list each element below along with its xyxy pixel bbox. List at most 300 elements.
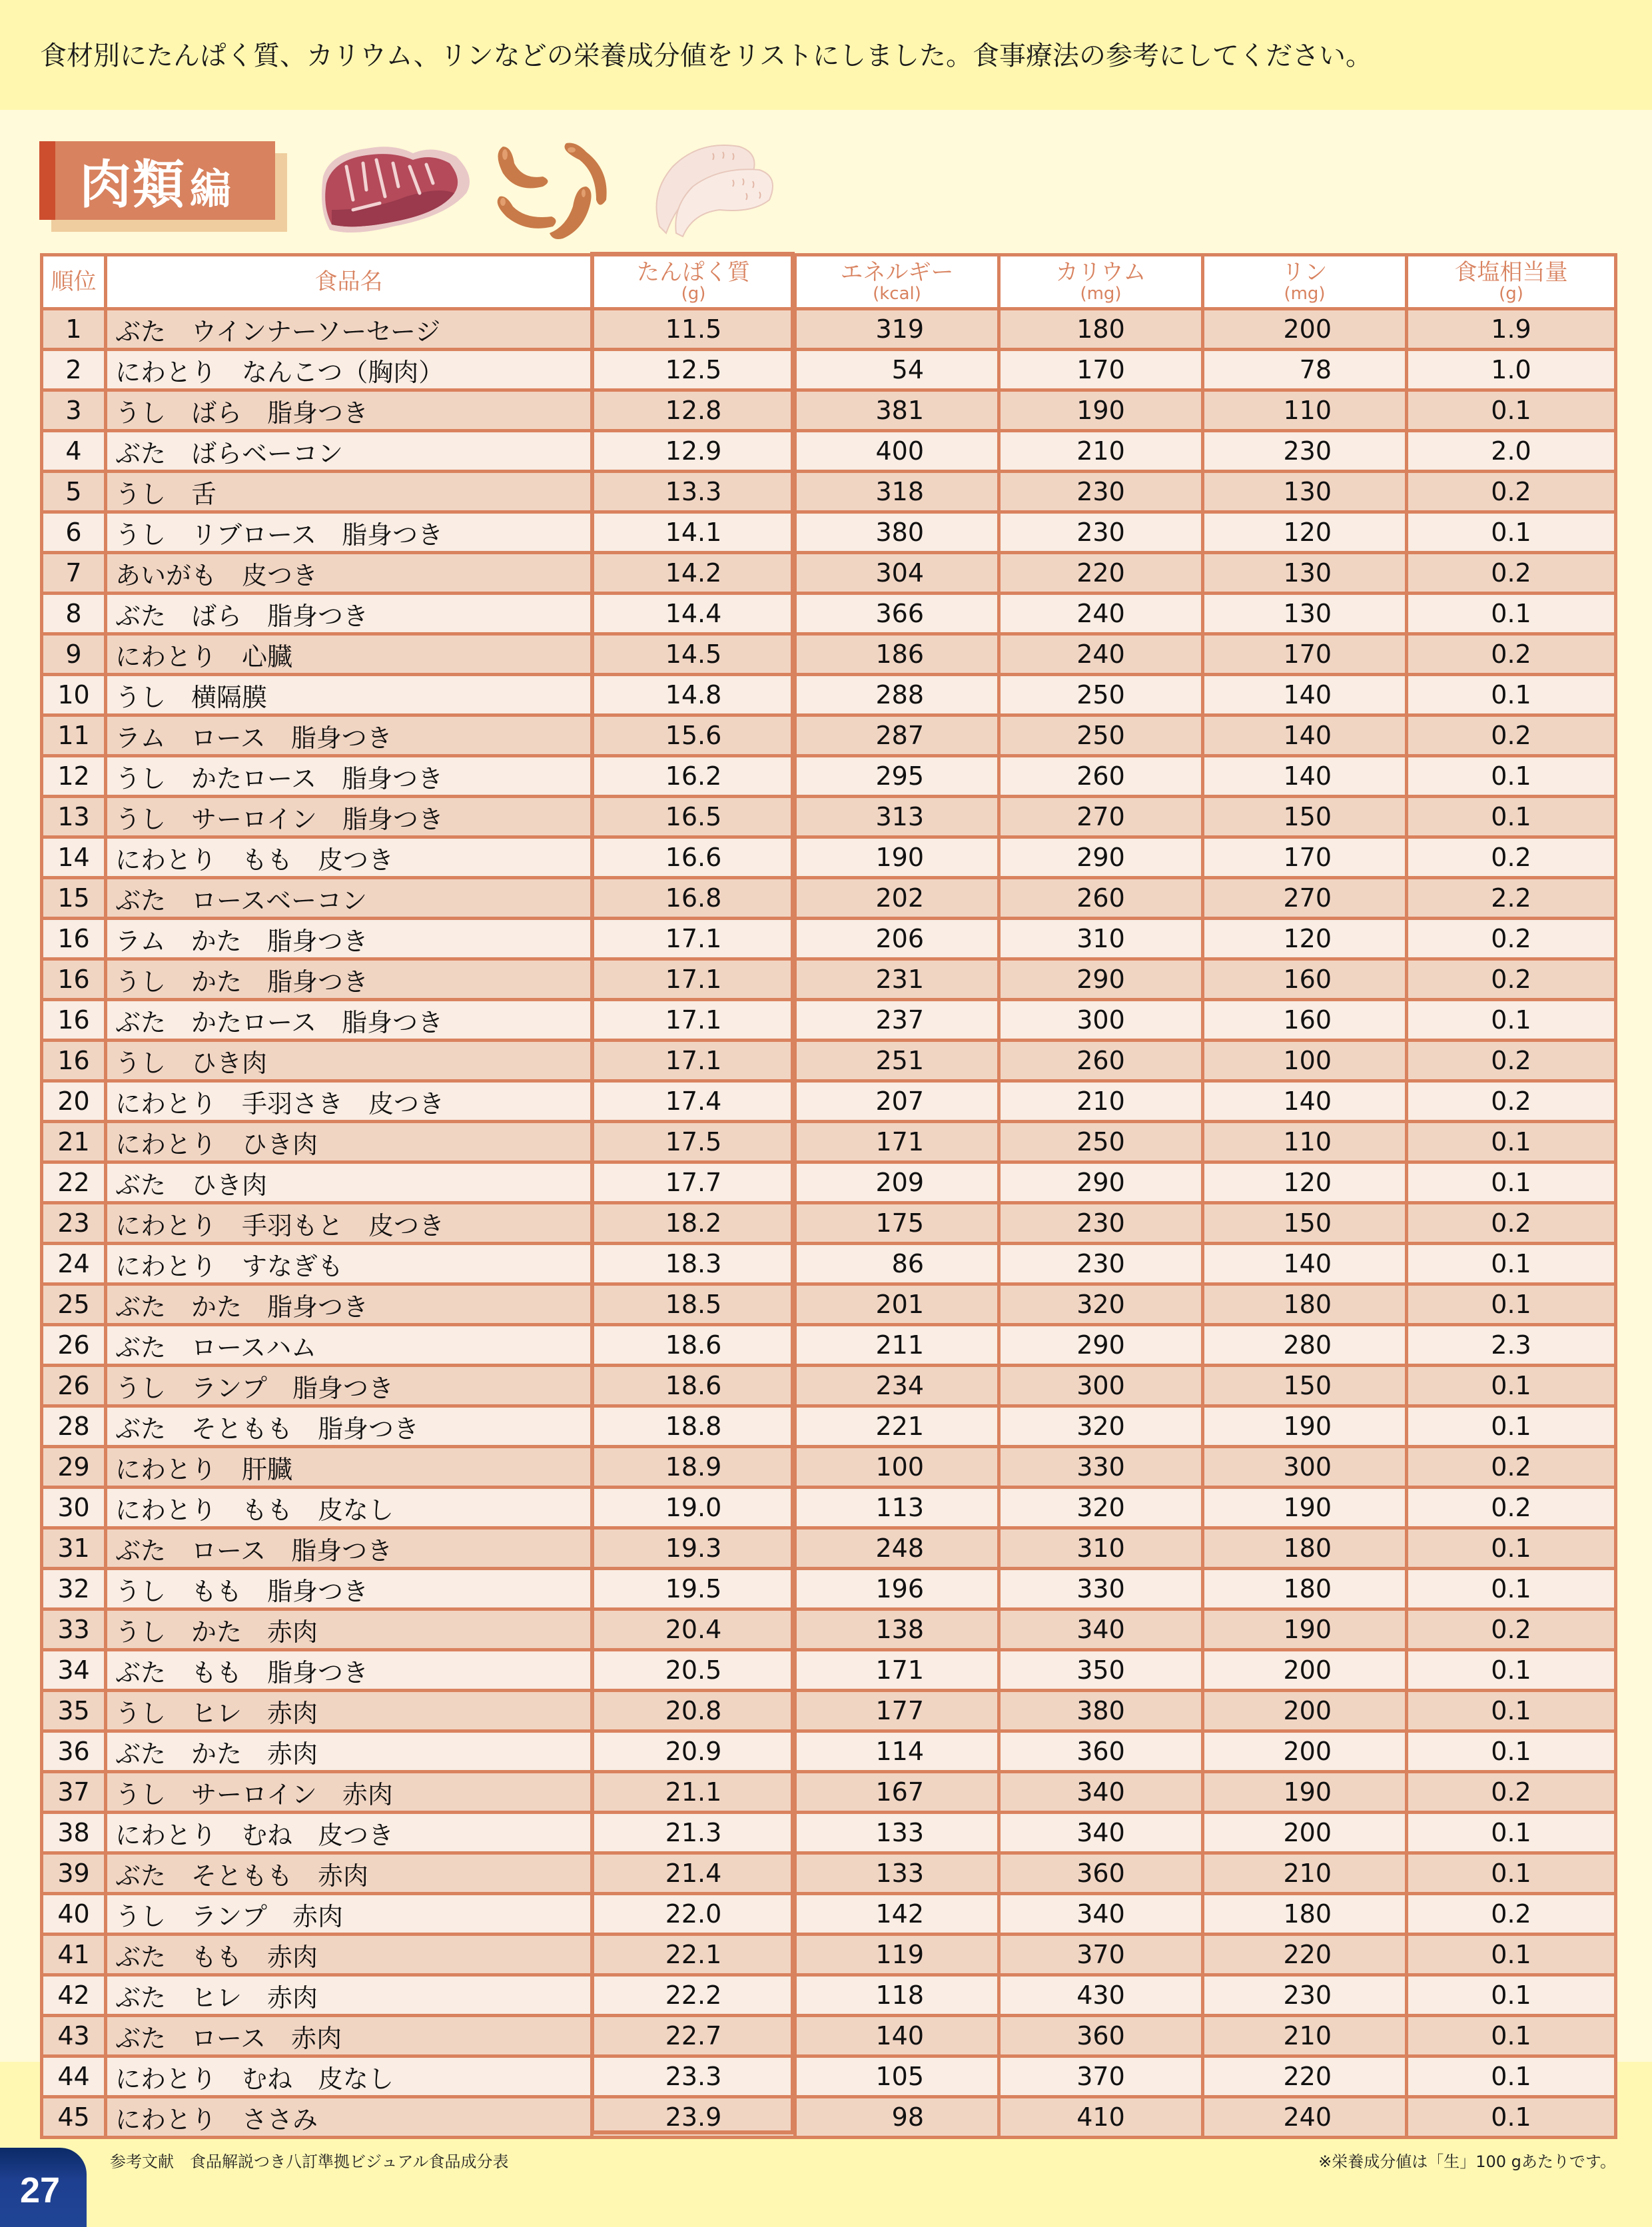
energy-cell: 167 — [795, 1772, 999, 1813]
energy-cell: 251 — [795, 1041, 999, 1081]
table-row — [42, 1122, 1616, 1162]
salt-cell: 0.1 — [1407, 594, 1616, 634]
phosphorus-cell: 110 — [1203, 1122, 1407, 1162]
rank-cell: 13 — [42, 797, 106, 837]
salt-cell: 0.1 — [1407, 1853, 1616, 1894]
food-name-cell: にわとり もも 皮なし — [106, 1488, 592, 1528]
rank-cell: 33 — [42, 1609, 106, 1650]
rank-cell: 36 — [42, 1731, 106, 1772]
table-row — [42, 1894, 1616, 1935]
intro-text: 食材別にたんぱく質、カリウム、リンなどの栄養成分値をリストにしました。食事療法の参考にしてください。 — [40, 41, 1372, 71]
table-row — [42, 797, 1616, 837]
salt-cell: 0.1 — [1407, 1000, 1616, 1041]
salt-cell: 0.2 — [1407, 837, 1616, 878]
food-name-cell: ぶた ばらベーコン — [106, 431, 592, 472]
food-name-cell: ぶた そともも 赤肉 — [106, 1853, 592, 1894]
rank-cell: 22 — [42, 1162, 106, 1203]
potassium-cell: 360 — [999, 1731, 1203, 1772]
protein-cell: 20.5 — [592, 1650, 795, 1691]
protein-cell: 12.9 — [592, 431, 795, 472]
potassium-cell: 250 — [999, 1122, 1203, 1162]
protein-cell: 20.8 — [592, 1691, 795, 1731]
rank-cell: 30 — [42, 1488, 106, 1528]
table-row — [42, 1650, 1616, 1691]
phosphorus-cell: 200 — [1203, 309, 1407, 350]
page-number: 27 — [19, 2170, 61, 2210]
energy-cell: 202 — [795, 878, 999, 919]
phosphorus-cell: 270 — [1203, 878, 1407, 919]
potassium-cell: 170 — [999, 350, 1203, 390]
salt-cell: 0.1 — [1407, 2016, 1616, 2056]
potassium-cell: 240 — [999, 634, 1203, 675]
table-row — [42, 2056, 1616, 2097]
food-name-cell: ぶた ヒレ 赤肉 — [106, 1975, 592, 2016]
potassium-cell: 190 — [999, 390, 1203, 431]
food-name-cell: にわとり 手羽さき 皮つき — [106, 1081, 592, 1122]
food-name-cell: ぶた ロースハム — [106, 1325, 592, 1366]
header-food-name: 食品名 — [106, 255, 592, 309]
potassium-cell: 300 — [999, 1000, 1203, 1041]
energy-cell: 209 — [795, 1162, 999, 1203]
phosphorus-cell: 240 — [1203, 2097, 1407, 2138]
phosphorus-cell: 220 — [1203, 1935, 1407, 1975]
table-row — [42, 1081, 1616, 1122]
potassium-cell: 230 — [999, 472, 1203, 512]
salt-cell: 0.2 — [1407, 634, 1616, 675]
salt-cell: 0.2 — [1407, 1772, 1616, 1813]
rank-cell: 6 — [42, 512, 106, 553]
potassium-cell: 370 — [999, 1935, 1203, 1975]
potassium-cell: 370 — [999, 2056, 1203, 2097]
potassium-cell: 340 — [999, 1894, 1203, 1935]
salt-cell: 0.1 — [1407, 1366, 1616, 1406]
phosphorus-cell: 120 — [1203, 512, 1407, 553]
energy-cell: 366 — [795, 594, 999, 634]
salt-cell: 0.1 — [1407, 675, 1616, 715]
salt-cell: 0.1 — [1407, 390, 1616, 431]
rank-cell: 25 — [42, 1284, 106, 1325]
salt-cell: 0.2 — [1407, 1609, 1616, 1650]
phosphorus-cell: 200 — [1203, 1813, 1407, 1853]
protein-cell: 18.6 — [592, 1325, 795, 1366]
phosphorus-cell: 190 — [1203, 1772, 1407, 1813]
rank-cell: 28 — [42, 1406, 106, 1447]
section-title — [39, 141, 275, 220]
table-row — [42, 1406, 1616, 1447]
energy-cell: 86 — [795, 1244, 999, 1284]
rank-cell: 41 — [42, 1935, 106, 1975]
protein-cell: 14.8 — [592, 675, 795, 715]
rank-cell: 35 — [42, 1691, 106, 1731]
table-row — [42, 919, 1616, 959]
protein-cell: 20.9 — [592, 1731, 795, 1772]
potassium-cell: 270 — [999, 797, 1203, 837]
food-name-cell: にわとり なんこつ（胸肉） — [106, 350, 592, 390]
rank-cell: 45 — [42, 2097, 106, 2138]
header-rank: 順位 — [42, 255, 106, 309]
potassium-cell: 310 — [999, 919, 1203, 959]
energy-cell: 118 — [795, 1975, 999, 2016]
protein-cell: 22.1 — [592, 1935, 795, 1975]
table-row — [42, 878, 1616, 919]
header-energy: エネルギー (kcal) — [795, 255, 999, 309]
table-row — [42, 1488, 1616, 1528]
section-title-sub: 編 — [190, 164, 232, 213]
phosphorus-cell: 190 — [1203, 1609, 1407, 1650]
table-row — [42, 675, 1616, 715]
rank-cell: 23 — [42, 1203, 106, 1244]
potassium-cell: 430 — [999, 1975, 1203, 2016]
energy-cell: 287 — [795, 715, 999, 756]
table-row — [42, 1975, 1616, 2016]
sausages-icon — [486, 133, 639, 240]
salt-cell: 0.1 — [1407, 1528, 1616, 1569]
protein-cell: 14.2 — [592, 553, 795, 594]
table-row — [42, 512, 1616, 553]
food-name-cell: うし かたロース 脂身つき — [106, 756, 592, 797]
phosphorus-cell: 170 — [1203, 634, 1407, 675]
salt-cell: 0.2 — [1407, 1041, 1616, 1081]
table-row — [42, 959, 1616, 1000]
nutrition-table — [40, 253, 1617, 2139]
energy-cell: 211 — [795, 1325, 999, 1366]
phosphorus-cell: 150 — [1203, 1203, 1407, 1244]
potassium-cell: 260 — [999, 756, 1203, 797]
table-row — [42, 1284, 1616, 1325]
food-name-cell: にわとり むね 皮なし — [106, 2056, 592, 2097]
phosphorus-cell: 150 — [1203, 1366, 1407, 1406]
food-name-cell: うし ばら 脂身つき — [106, 390, 592, 431]
salt-cell: 2.3 — [1407, 1325, 1616, 1366]
table-row — [42, 1853, 1616, 1894]
energy-cell: 313 — [795, 797, 999, 837]
rank-cell: 31 — [42, 1528, 106, 1569]
potassium-cell: 350 — [999, 1650, 1203, 1691]
phosphorus-cell: 130 — [1203, 472, 1407, 512]
protein-cell: 14.4 — [592, 594, 795, 634]
table-row — [42, 1609, 1616, 1650]
header-protein: たんぱく質 (g) — [592, 255, 795, 309]
food-name-cell: にわとり すなぎも — [106, 1244, 592, 1284]
food-name-cell: うし 舌 — [106, 472, 592, 512]
protein-cell: 22.7 — [592, 2016, 795, 2056]
rank-cell: 32 — [42, 1569, 106, 1609]
energy-cell: 177 — [795, 1691, 999, 1731]
energy-cell: 133 — [795, 1853, 999, 1894]
food-name-cell: にわとり 手羽もと 皮つき — [106, 1203, 592, 1244]
food-name-cell: にわとり 肝臓 — [106, 1447, 592, 1488]
protein-cell: 19.5 — [592, 1569, 795, 1609]
potassium-cell: 410 — [999, 2097, 1203, 2138]
salt-cell: 1.9 — [1407, 309, 1616, 350]
protein-cell: 18.5 — [592, 1284, 795, 1325]
table-row — [42, 715, 1616, 756]
potassium-cell: 360 — [999, 2016, 1203, 2056]
table-row — [42, 1813, 1616, 1853]
potassium-cell: 310 — [999, 1528, 1203, 1569]
protein-cell: 14.5 — [592, 634, 795, 675]
potassium-cell: 360 — [999, 1853, 1203, 1894]
food-name-cell: ぶた ウインナーソーセージ — [106, 309, 592, 350]
food-name-cell: にわとり ひき肉 — [106, 1122, 592, 1162]
salt-cell: 0.2 — [1407, 553, 1616, 594]
energy-cell: 171 — [795, 1122, 999, 1162]
nutrition-table-wrap — [40, 253, 1614, 2139]
protein-cell: 19.0 — [592, 1488, 795, 1528]
section-title-main: 肉類 — [79, 155, 187, 215]
energy-cell: 288 — [795, 675, 999, 715]
food-name-cell: ぶた ロース 赤肉 — [106, 2016, 592, 2056]
protein-cell: 17.1 — [592, 1041, 795, 1081]
potassium-cell: 290 — [999, 837, 1203, 878]
protein-cell: 13.3 — [592, 472, 795, 512]
potassium-cell: 330 — [999, 1447, 1203, 1488]
phosphorus-cell: 130 — [1203, 553, 1407, 594]
potassium-cell: 290 — [999, 959, 1203, 1000]
potassium-cell: 250 — [999, 675, 1203, 715]
rank-cell: 24 — [42, 1244, 106, 1284]
potassium-cell: 240 — [999, 594, 1203, 634]
food-name-cell: ぶた かた 赤肉 — [106, 1731, 592, 1772]
energy-cell: 295 — [795, 756, 999, 797]
rank-cell: 26 — [42, 1325, 106, 1366]
energy-cell: 100 — [795, 1447, 999, 1488]
food-name-cell: にわとり むね 皮つき — [106, 1813, 592, 1853]
phosphorus-cell: 140 — [1203, 715, 1407, 756]
protein-cell: 17.7 — [592, 1162, 795, 1203]
energy-cell: 98 — [795, 2097, 999, 2138]
food-name-cell: ラム かた 脂身つき — [106, 919, 592, 959]
food-name-cell: にわとり もも 皮つき — [106, 837, 592, 878]
phosphorus-cell: 200 — [1203, 1731, 1407, 1772]
rank-cell: 11 — [42, 715, 106, 756]
energy-cell: 186 — [795, 634, 999, 675]
potassium-cell: 290 — [999, 1162, 1203, 1203]
phosphorus-cell: 210 — [1203, 2016, 1407, 2056]
energy-cell: 248 — [795, 1528, 999, 1569]
salt-cell: 0.1 — [1407, 1406, 1616, 1447]
salt-cell: 0.1 — [1407, 1975, 1616, 2016]
footnote-text: ※栄養成分値は「生」100 gあたりです。 — [1318, 2152, 1616, 2171]
rank-cell: 14 — [42, 837, 106, 878]
protein-cell: 17.4 — [592, 1081, 795, 1122]
table-row — [42, 1691, 1616, 1731]
energy-cell: 319 — [795, 309, 999, 350]
energy-cell: 196 — [795, 1569, 999, 1609]
potassium-cell: 250 — [999, 715, 1203, 756]
protein-cell: 17.1 — [592, 1000, 795, 1041]
table-row — [42, 431, 1616, 472]
salt-cell: 0.1 — [1407, 1244, 1616, 1284]
phosphorus-cell: 100 — [1203, 1041, 1407, 1081]
protein-cell: 22.0 — [592, 1894, 795, 1935]
potassium-cell: 180 — [999, 309, 1203, 350]
rank-cell: 34 — [42, 1650, 106, 1691]
protein-cell: 17.1 — [592, 919, 795, 959]
table-row — [42, 1772, 1616, 1813]
salt-cell: 0.1 — [1407, 1284, 1616, 1325]
potassium-cell: 330 — [999, 1569, 1203, 1609]
table-row — [42, 756, 1616, 797]
page-number-tab — [0, 2148, 87, 2227]
salt-cell: 0.2 — [1407, 919, 1616, 959]
beef-steak-icon — [313, 137, 480, 236]
protein-cell: 18.3 — [592, 1244, 795, 1284]
table-row — [42, 837, 1616, 878]
food-name-cell: うし リブロース 脂身つき — [106, 512, 592, 553]
phosphorus-cell: 200 — [1203, 1650, 1407, 1691]
salt-cell: 0.1 — [1407, 2097, 1616, 2138]
salt-cell: 0.1 — [1407, 756, 1616, 797]
phosphorus-cell: 120 — [1203, 919, 1407, 959]
table-row — [42, 390, 1616, 431]
rank-cell: 3 — [42, 390, 106, 431]
protein-cell: 16.8 — [592, 878, 795, 919]
food-name-cell: うし サーロイン 赤肉 — [106, 1772, 592, 1813]
salt-cell: 0.1 — [1407, 1813, 1616, 1853]
salt-cell: 0.1 — [1407, 797, 1616, 837]
table-row — [42, 634, 1616, 675]
energy-cell: 206 — [795, 919, 999, 959]
potassium-cell: 290 — [999, 1325, 1203, 1366]
table-row — [42, 1244, 1616, 1284]
protein-cell: 12.8 — [592, 390, 795, 431]
food-name-cell: ぶた ロース 脂身つき — [106, 1528, 592, 1569]
salt-cell: 0.1 — [1407, 1691, 1616, 1731]
potassium-cell: 340 — [999, 1772, 1203, 1813]
phosphorus-cell: 140 — [1203, 1244, 1407, 1284]
rank-cell: 10 — [42, 675, 106, 715]
protein-cell: 17.5 — [592, 1122, 795, 1162]
salt-cell: 0.2 — [1407, 1894, 1616, 1935]
rank-cell: 16 — [42, 1000, 106, 1041]
salt-cell: 0.1 — [1407, 1162, 1616, 1203]
rank-cell: 15 — [42, 878, 106, 919]
phosphorus-cell: 200 — [1203, 1691, 1407, 1731]
phosphorus-cell: 280 — [1203, 1325, 1407, 1366]
food-name-cell: うし 横隔膜 — [106, 675, 592, 715]
rank-cell: 43 — [42, 2016, 106, 2056]
rank-cell: 20 — [42, 1081, 106, 1122]
protein-cell: 18.8 — [592, 1406, 795, 1447]
protein-cell: 18.9 — [592, 1447, 795, 1488]
energy-cell: 221 — [795, 1406, 999, 1447]
rank-cell: 2 — [42, 350, 106, 390]
protein-cell: 22.2 — [592, 1975, 795, 2016]
phosphorus-cell: 160 — [1203, 1000, 1407, 1041]
potassium-cell: 380 — [999, 1691, 1203, 1731]
food-name-cell: ぶた ばら 脂身つき — [106, 594, 592, 634]
table-row — [42, 1162, 1616, 1203]
rank-cell: 39 — [42, 1853, 106, 1894]
potassium-cell: 230 — [999, 1244, 1203, 1284]
phosphorus-cell: 300 — [1203, 1447, 1407, 1488]
phosphorus-cell: 160 — [1203, 959, 1407, 1000]
energy-cell: 318 — [795, 472, 999, 512]
salt-cell: 0.2 — [1407, 1488, 1616, 1528]
food-name-cell: ラム ロース 脂身つき — [106, 715, 592, 756]
phosphorus-cell: 150 — [1203, 797, 1407, 837]
food-name-cell: うし ひき肉 — [106, 1041, 592, 1081]
salt-cell: 0.2 — [1407, 1081, 1616, 1122]
food-name-cell: うし サーロイン 脂身つき — [106, 797, 592, 837]
energy-cell: 400 — [795, 431, 999, 472]
energy-cell: 54 — [795, 350, 999, 390]
phosphorus-cell: 180 — [1203, 1284, 1407, 1325]
energy-cell: 380 — [795, 512, 999, 553]
protein-cell: 23.9 — [592, 2097, 795, 2138]
salt-cell: 0.1 — [1407, 512, 1616, 553]
table-row — [42, 1528, 1616, 1569]
energy-cell: 105 — [795, 2056, 999, 2097]
potassium-cell: 210 — [999, 431, 1203, 472]
energy-cell: 237 — [795, 1000, 999, 1041]
salt-cell: 0.2 — [1407, 1447, 1616, 1488]
salt-cell: 2.0 — [1407, 431, 1616, 472]
phosphorus-cell: 180 — [1203, 1894, 1407, 1935]
potassium-cell: 230 — [999, 1203, 1203, 1244]
food-name-cell: ぶた かたロース 脂身つき — [106, 1000, 592, 1041]
energy-cell: 201 — [795, 1284, 999, 1325]
energy-cell: 207 — [795, 1081, 999, 1122]
rank-cell: 40 — [42, 1894, 106, 1935]
table-header-row — [42, 255, 1616, 309]
table-row — [42, 1731, 1616, 1772]
table-row — [42, 309, 1616, 350]
protein-cell: 15.6 — [592, 715, 795, 756]
header-phosphorus: リン (mg) — [1203, 255, 1407, 309]
protein-cell: 17.1 — [592, 959, 795, 1000]
salt-cell: 0.2 — [1407, 715, 1616, 756]
salt-cell: 2.2 — [1407, 878, 1616, 919]
protein-cell: 23.3 — [592, 2056, 795, 2097]
rank-cell: 16 — [42, 959, 106, 1000]
rank-cell: 44 — [42, 2056, 106, 2097]
food-name-cell: あいがも 皮つき — [106, 553, 592, 594]
food-name-cell: にわとり ささみ — [106, 2097, 592, 2138]
potassium-cell: 320 — [999, 1284, 1203, 1325]
rank-cell: 16 — [42, 919, 106, 959]
protein-cell: 11.5 — [592, 309, 795, 350]
energy-cell: 175 — [795, 1203, 999, 1244]
protein-cell: 18.6 — [592, 1366, 795, 1406]
food-name-cell: うし ヒレ 赤肉 — [106, 1691, 592, 1731]
rank-cell: 9 — [42, 634, 106, 675]
potassium-cell: 320 — [999, 1488, 1203, 1528]
rank-cell: 1 — [42, 309, 106, 350]
protein-cell: 21.4 — [592, 1853, 795, 1894]
food-name-cell: ぶた ひき肉 — [106, 1162, 592, 1203]
chicken-wings-icon — [646, 133, 786, 240]
phosphorus-cell: 78 — [1203, 350, 1407, 390]
table-row — [42, 1569, 1616, 1609]
energy-cell: 234 — [795, 1366, 999, 1406]
table-row — [42, 2016, 1616, 2056]
energy-cell: 190 — [795, 837, 999, 878]
protein-cell: 20.4 — [592, 1609, 795, 1650]
salt-cell: 0.1 — [1407, 1935, 1616, 1975]
rank-cell: 26 — [42, 1366, 106, 1406]
protein-cell: 19.3 — [592, 1528, 795, 1569]
protein-cell: 16.5 — [592, 797, 795, 837]
energy-cell: 114 — [795, 1731, 999, 1772]
salt-cell: 0.2 — [1407, 472, 1616, 512]
rank-cell: 12 — [42, 756, 106, 797]
table-row — [42, 2097, 1616, 2138]
food-name-cell: うし ランプ 赤肉 — [106, 1894, 592, 1935]
table-row — [42, 1447, 1616, 1488]
food-name-cell: ぶた ロースベーコン — [106, 878, 592, 919]
